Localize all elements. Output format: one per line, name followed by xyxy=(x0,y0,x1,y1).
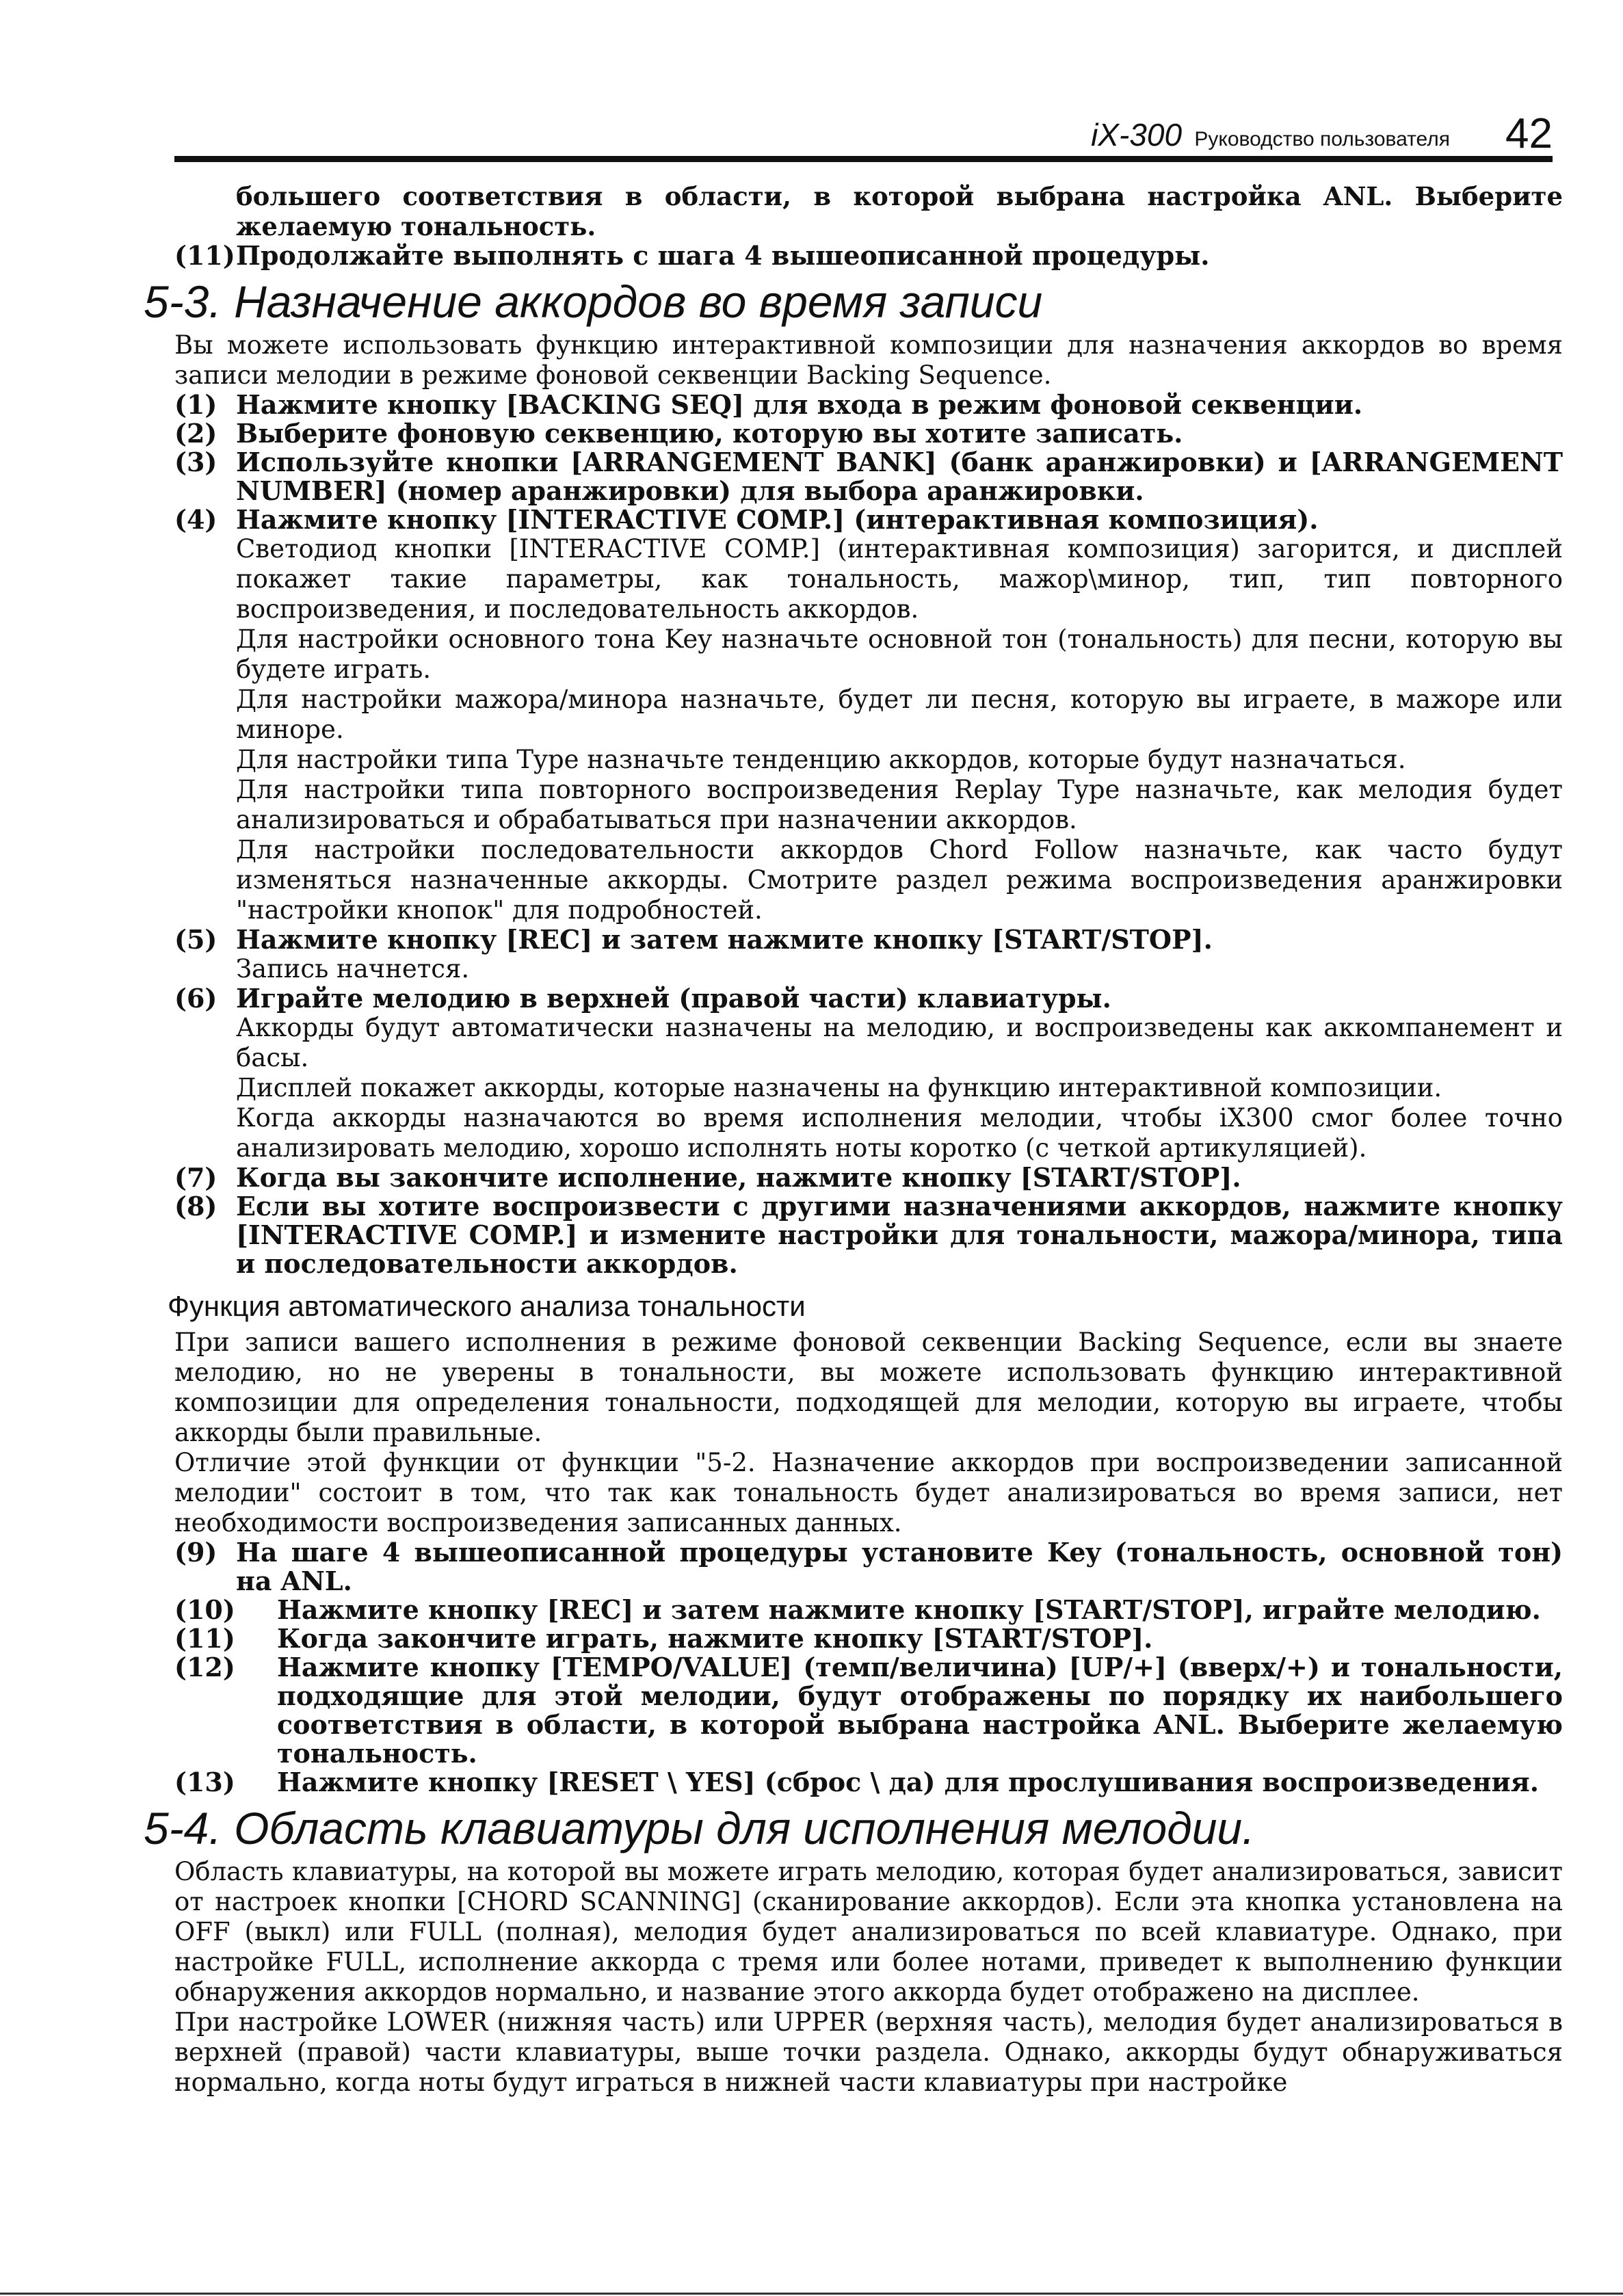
paragraph: При настройке LOWER (нижняя часть) или UPPER (верхняя часть), мелодия будет анализироваться в верхней (правой) части клавиатуры, выше точки раздела. Однако, аккорды будут обнаруживаться нормально, когда ноты будут играться в нижней части клавиатуры при настройке xyxy=(174,2007,1563,2097)
step-note: Когда аккорды назначаются во время исполнения мелодии, чтобы iX300 смог более точно анализировать мелодию, хорошо исполнять ноты коротко (с четкой артикуляцией). xyxy=(236,1103,1563,1163)
page-header xyxy=(174,109,1553,164)
step-text: Нажмите кнопку [TEMPO/VALUE] (темп/величина) [UP/+] (вверх/+) и тональности, подходящие для этой мелодии, будут отображены по порядку их наибольшего соответствия в области, в которой выбрана настройка ANL. Выберите желаемую тональность. xyxy=(277,1652,1563,1769)
step-text: Нажмите кнопку [RESET \ YES] (сброс \ да) для прослушивания воспроизведения. xyxy=(277,1767,1539,1797)
continuation-text: большего соответствия в области, в которой выбрана настройка ANL. Выберите желаемую тональность. xyxy=(236,181,1563,241)
step-number: (12) xyxy=(174,1652,235,1683)
header-rule xyxy=(174,156,1553,162)
bottom-rule xyxy=(0,2293,1623,2295)
step-number: (6) xyxy=(174,983,217,1014)
section-title: 5-3. Назначение аккордов во время записи xyxy=(144,276,1043,327)
step-item xyxy=(174,1192,1563,1278)
header-title: Руководство пользователя xyxy=(1194,128,1450,150)
step-number: (8) xyxy=(174,1191,217,1222)
step-note: Аккорды будут автоматически назначены на мелодию, и воспроизведены как аккомпанемент и басы. xyxy=(236,1013,1563,1072)
step-number: (5) xyxy=(174,924,217,955)
step-note: Для настройки мажора/минора назначьте, будет ли песня, которую вы играете, в мажоре или миноре. xyxy=(236,685,1563,744)
step-item xyxy=(174,1538,1563,1596)
step-text: На шаге 4 вышеописанной процедуры установите Key (тональность, основной тон) на ANL. xyxy=(236,1537,1563,1596)
step-number: (13) xyxy=(174,1767,235,1797)
step-note: Для настройки последовательности аккордов Chord Follow назначьте, как часто будут изменяться назначенные аккорды. Смотрите раздел режима воспроизведения аранжировки "настройки кнопок" для подробностей. xyxy=(236,835,1563,925)
step-item xyxy=(174,1653,1563,1768)
step-text: Когда вы закончите исполнение, нажмите кнопку [START/STOP]. xyxy=(236,1162,1241,1193)
step-number: (11) xyxy=(174,1623,235,1654)
step-text: Если вы хотите воспроизвести с другими назначениями аккордов, нажмите кнопку [INTERACTIVE COMP.] и измените настройки для тональности, мажора/минора, типа и последовательности аккордов. xyxy=(236,1191,1563,1279)
step-item xyxy=(174,391,1563,419)
step-item xyxy=(174,984,1563,1013)
step-note: Для настройки типа Type назначьте тенденцию аккордов, которые будут назначаться. xyxy=(236,745,1406,774)
subsection-title: Функция автоматического анализа тональности xyxy=(168,1290,806,1322)
step-note: Светодиод кнопки [INTERACTIVE COMP.] (интерактивная композиция) загорится, и дисплей покажет такие параметры, как тональность, мажор\минор, тип, тип повторного воспроизведения, и последовательность аккордов. xyxy=(236,534,1563,624)
step-number: (10) xyxy=(174,1594,235,1625)
step-item xyxy=(174,925,1563,954)
step-note: Для настройки основного тона Key назначьте основной тон (тональность) для песни, которую вы будете играть. xyxy=(236,624,1563,684)
header-title-group xyxy=(1091,116,1450,153)
step-item xyxy=(174,1768,1563,1797)
step-item xyxy=(174,505,1563,534)
step-text: Нажмите кнопку [INTERACTIVE COMP.] (интерактивная композиция). xyxy=(236,504,1319,535)
paragraph: Область клавиатуры, на которой вы можете играть мелодию, которая будет анализироваться, зависит от настроек кнопки [CHORD SCANNING] (сканирование аккордов). Если эта кнопка установлена на OFF (выкл) или FULL (полная), мелодия будет анализироваться по всей клавиатуре. Однако, при настройке FULL, исполнение аккорда с тремя или более нотами, приведет к выполнению функции обнаружения аккордов нормально, и название этого аккорда будет отображено на дисплее. xyxy=(174,1857,1563,2007)
step-text: Используйте кнопки [ARRANGEMENT BANK] (банк аранжировки) и [ARRANGEMENT NUMBER] (номер аранжировки) для выбора аранжировки. xyxy=(236,447,1563,506)
paragraph: При записи вашего исполнения в режиме фоновой секвенции Backing Sequence, если вы знаете мелодию, но не уверены в тональности, вы можете использовать функцию интерактивной композиции для определения тональности, подходящей для мелодии, которую вы играете, чтобы аккорды были правильные. xyxy=(174,1328,1563,1447)
step-number: (7) xyxy=(174,1162,217,1193)
step-number: (1) xyxy=(174,389,217,420)
step-item xyxy=(174,448,1563,505)
step-item xyxy=(174,241,1563,270)
step-text: Нажмите кнопку [REC] и затем нажмите кнопку [START/STOP], играйте мелодию. xyxy=(277,1594,1541,1625)
step-text: Играйте мелодию в верхней (правой части) клавиатуры. xyxy=(236,983,1111,1014)
step-number: (4) xyxy=(174,504,217,535)
header-model: iX-300 xyxy=(1091,117,1183,153)
step-item xyxy=(174,1624,1563,1653)
section-title: 5-4. Область клавиатуры для исполнения мелодии. xyxy=(144,1803,1255,1853)
paragraph: Отличие этой функции от функции "5-2. Назначение аккордов при воспроизведении записанной мелодии" состоит в том, что так как тональность будет анализироваться во время записи, нет необходимости воспроизведения записанных данных. xyxy=(174,1448,1563,1538)
step-text: Продолжайте выполнять с шага 4 вышеописанной процедуры. xyxy=(236,240,1210,271)
step-item xyxy=(174,1596,1563,1624)
section-intro: Вы можете использовать функцию интерактивной композиции для назначения аккордов во время записи мелодии в режиме фоновой секвенции Backing Sequence. xyxy=(174,330,1563,390)
step-note: Запись начнется. xyxy=(236,954,470,984)
step-number: (2) xyxy=(174,418,217,449)
step-number: (11) xyxy=(174,240,235,271)
page-content xyxy=(144,181,1563,2098)
step-note: Дисплей покажет аккорды, которые назначены на функцию интерактивной композиции. xyxy=(236,1073,1442,1103)
step-item xyxy=(174,1163,1563,1192)
step-text: Выберите фоновую секвенцию, которую вы хотите записать. xyxy=(236,418,1183,449)
step-text: Когда закончите играть, нажмите кнопку [START/STOP]. xyxy=(277,1623,1153,1654)
step-number: (3) xyxy=(174,447,217,477)
step-number: (9) xyxy=(174,1537,217,1568)
step-item xyxy=(174,419,1563,448)
step-text: Нажмите кнопку [REC] и затем нажмите кнопку [START/STOP]. xyxy=(236,924,1213,955)
step-note: Для настройки типа повторного воспроизведения Replay Type назначьте, как мелодия будет анализироваться и обрабатываться при назначении аккордов. xyxy=(236,775,1563,834)
page-number: 42 xyxy=(1505,110,1553,157)
step-text: Нажмите кнопку [BACKING SEQ] для входа в режим фоновой секвенции. xyxy=(236,389,1363,420)
